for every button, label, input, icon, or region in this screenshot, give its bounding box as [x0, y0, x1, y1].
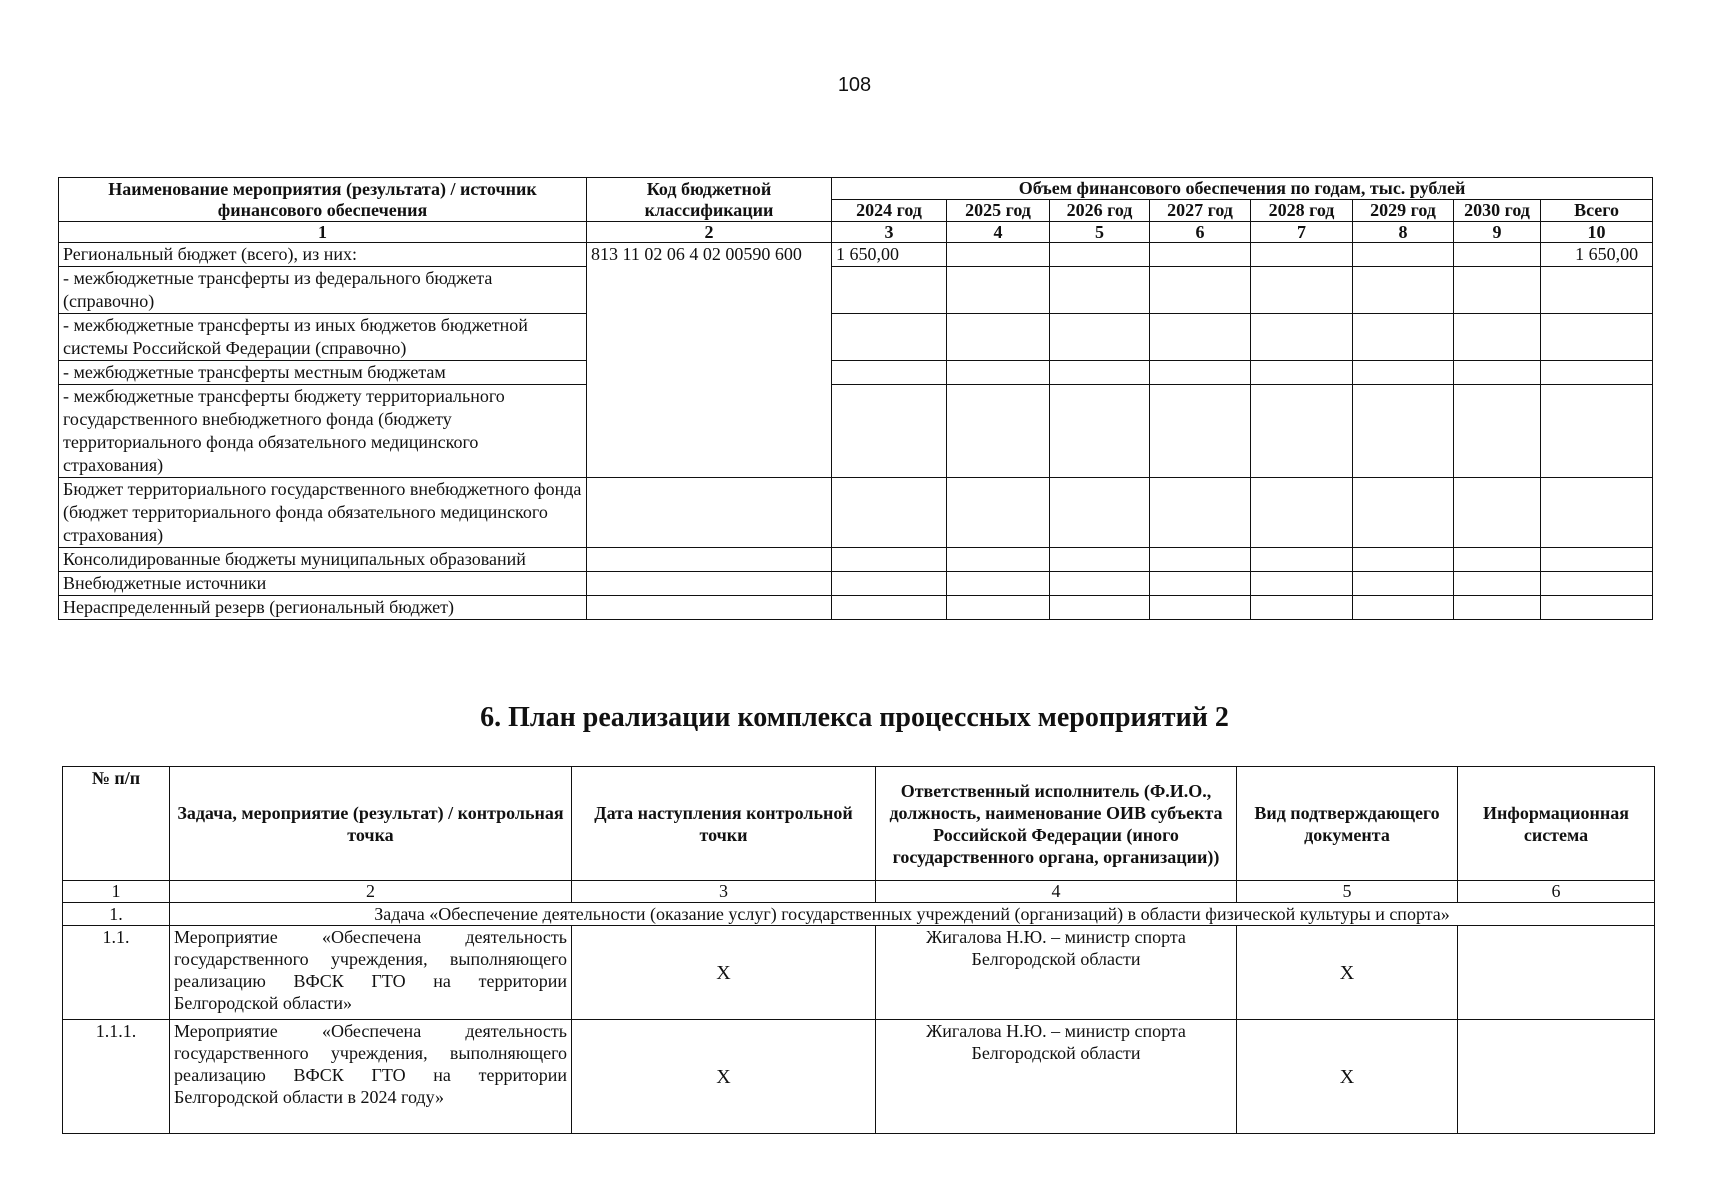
table-row [59, 314, 1653, 361]
table-row [59, 596, 1653, 620]
table-row [63, 1020, 1655, 1134]
row-name: Внебюджетные источники [59, 572, 587, 596]
index-cell: 2 [170, 881, 572, 903]
row-num: 1.1. [63, 926, 170, 1020]
header-system: Информационная система [1458, 767, 1655, 881]
row-system [1458, 1020, 1655, 1134]
header-num: № п/п [63, 767, 170, 881]
index-cell: 3 [832, 222, 947, 243]
value-2024: 1 650,00 [832, 243, 947, 267]
index-cell: 10 [1541, 222, 1653, 243]
row-doc: X [1237, 926, 1458, 1020]
table-row [59, 267, 1653, 314]
page-number: 108 [837, 74, 872, 96]
table-row [63, 926, 1655, 1020]
row-code: 813 11 02 06 4 02 00590 600 [587, 243, 832, 478]
index-cell: 5 [1050, 222, 1150, 243]
row-name: - межбюджетные трансферты из иных бюджетов бюджетной системы Российской Федерации (справочно) [59, 314, 587, 361]
header-year: 2029 год [1353, 200, 1454, 222]
row-name: - межбюджетные трансферты из федерального бюджета (справочно) [59, 267, 587, 314]
index-cell: 1 [63, 881, 170, 903]
header-task: Задача, мероприятие (результат) / контрольная точка [170, 767, 572, 881]
task-text: Задача «Обеспечение деятельности (оказание услуг) государственных учреждений (организаций) в области физической культуры и спорта» [170, 903, 1655, 926]
row-text: Мероприятие «Обеспечена деятельность государственного учреждения, выполняющего реализацию ВФСК ГТО на территории Белгородской области в 2024 году» [170, 1020, 572, 1134]
plan-table [62, 766, 1655, 1134]
row-doc: X [1237, 1020, 1458, 1134]
index-cell: 2 [587, 222, 832, 243]
header-code: Код бюджетной классификации [587, 178, 832, 222]
row-date: X [572, 926, 876, 1020]
table-row [59, 548, 1653, 572]
index-cell: 9 [1454, 222, 1541, 243]
header-doc: Вид подтверждающего документа [1237, 767, 1458, 881]
index-cell: 6 [1458, 881, 1655, 903]
header-responsible: Ответственный исполнитель (Ф.И.О., должность, наименование ОИВ субъекта Российской Федерации (иного государственного органа, организации)) [876, 767, 1237, 881]
index-cell: 3 [572, 881, 876, 903]
task-row [63, 903, 1655, 926]
header-year: 2027 год [1150, 200, 1251, 222]
header-year: 2028 год [1251, 200, 1353, 222]
row-num: 1.1.1. [63, 1020, 170, 1134]
table-row [59, 385, 1653, 478]
plan-index-row [63, 881, 1655, 903]
header-total: Всего [1541, 200, 1653, 222]
header-date: Дата наступления контрольной точки [572, 767, 876, 881]
header-year: 2024 год [832, 200, 947, 222]
row-name: - межбюджетные трансферты бюджету территориального государственного внебюджетного фонда (бюджету территориального фонда обязательного медицинского страхования) [59, 385, 587, 478]
header-name: Наименование мероприятия (результата) / источник финансового обеспечения [59, 178, 587, 222]
index-cell: 7 [1251, 222, 1353, 243]
header-year: 2026 год [1050, 200, 1150, 222]
row-name: Бюджет территориального государственного внебюджетного фонда (бюджет территориального фонда обязательного медицинского страхования) [59, 478, 587, 548]
index-cell: 8 [1353, 222, 1454, 243]
plan-header-row [63, 767, 1655, 881]
row-responsible: Жигалова Н.Ю. – министр спорта Белгородской области [876, 926, 1237, 1020]
row-name: - межбюджетные трансферты местным бюджетам [59, 361, 587, 385]
header-year: 2030 год [1454, 200, 1541, 222]
table-row [59, 361, 1653, 385]
index-cell: 5 [1237, 881, 1458, 903]
row-responsible: Жигалова Н.Ю. – министр спорта Белгородской области [876, 1020, 1237, 1134]
finance-header-row [59, 178, 1653, 200]
finance-table [58, 177, 1653, 620]
header-volume: Объем финансового обеспечения по годам, тыс. рублей [832, 178, 1653, 200]
row-date: X [572, 1020, 876, 1134]
finance-index-row [59, 222, 1653, 243]
row-name: Нераспределенный резерв (региональный бюджет) [59, 596, 587, 620]
table-row [59, 478, 1653, 548]
section-title: 6. План реализации комплекса процессных мероприятий 2 [480, 702, 1229, 733]
table-row [59, 572, 1653, 596]
row-system [1458, 926, 1655, 1020]
index-cell: 1 [59, 222, 587, 243]
index-cell: 4 [876, 881, 1237, 903]
row-name: Региональный бюджет (всего), из них: [59, 243, 587, 267]
index-cell: 4 [947, 222, 1050, 243]
row-text: Мероприятие «Обеспечена деятельность государственного учреждения, выполняющего реализацию ВФСК ГТО на территории Белгородской области» [170, 926, 572, 1020]
header-year: 2025 год [947, 200, 1050, 222]
value-total: 1 650,00 [1541, 243, 1653, 267]
index-cell: 6 [1150, 222, 1251, 243]
table-row [59, 243, 1653, 267]
task-num: 1. [63, 903, 170, 926]
row-name: Консолидированные бюджеты муниципальных образований [59, 548, 587, 572]
